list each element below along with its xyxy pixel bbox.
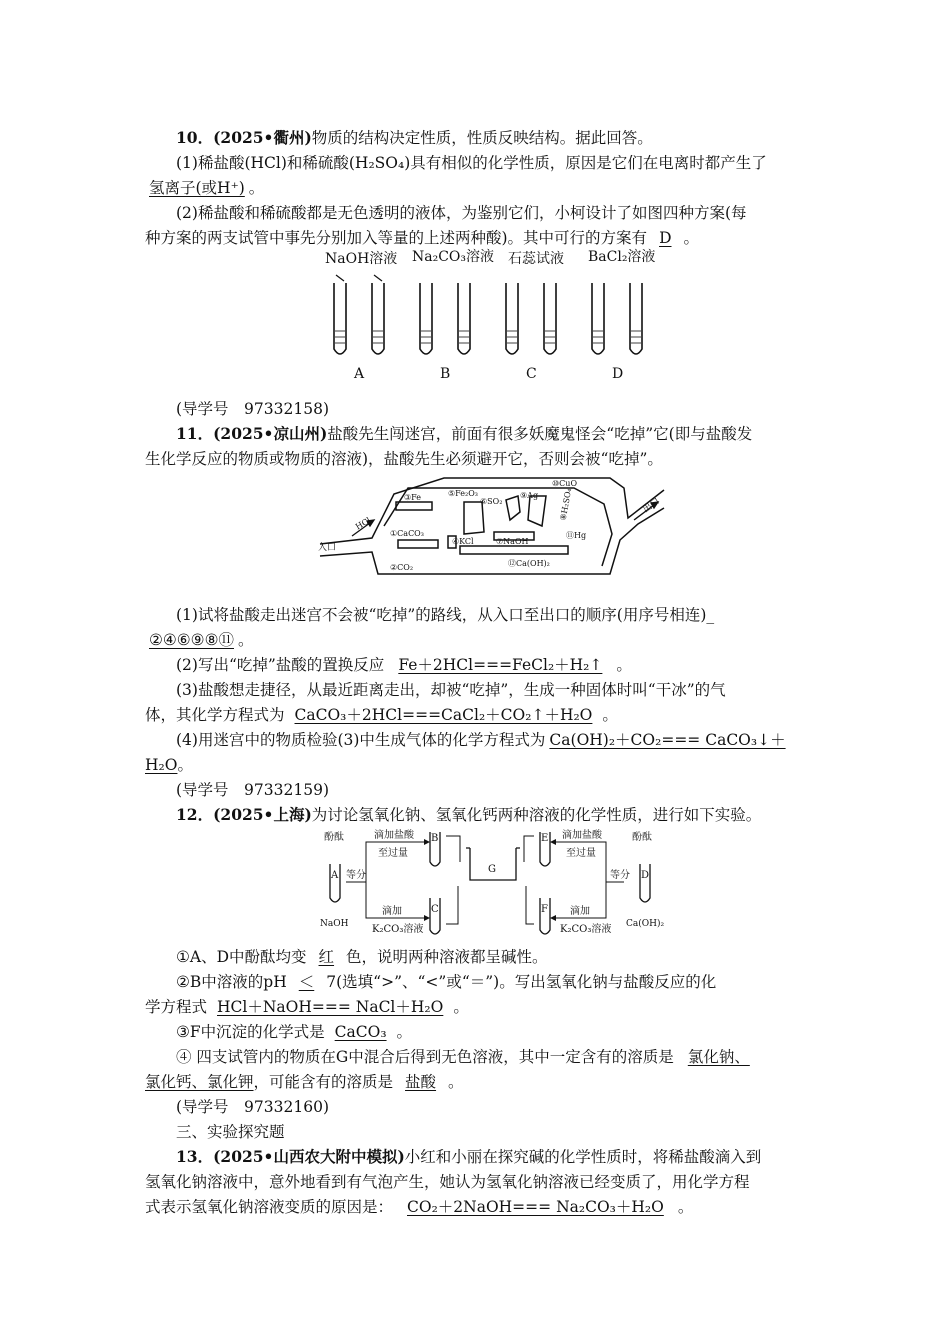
maze-item-2: ②CO₂ (390, 563, 414, 572)
phenolphthalein-right: 酚酞 (632, 832, 652, 843)
q12-part4 (176, 1046, 750, 1068)
q11-part4 (176, 729, 790, 751)
q13-source: (2025•山西农大附中模拟) (213, 1147, 405, 1166)
label-c: C (526, 366, 537, 382)
punct: 。 (177, 756, 193, 774)
punct: 。 (683, 229, 700, 247)
q12-guide-number: (导学号 97332160) (176, 1098, 329, 1116)
maze-item-1: ①CaCO₃ (390, 529, 424, 538)
q12-part2 (176, 971, 716, 993)
q10-answer-1: 氢离子(或H⁺) (149, 179, 245, 197)
maze-item-9: ⑨Ag (520, 491, 539, 500)
maze-hcl-label: HCl (354, 515, 373, 532)
q11-part4-text: (4)用迷宫中的物质检验(3)中生成气体的化学方程式为 (176, 731, 546, 749)
q11-part2-text: (2)写出“吃掉”盐酸的置换反应 (176, 656, 385, 674)
reagent-bacl2: BaCl₂溶液 (588, 249, 656, 265)
q11-part2 (176, 654, 632, 676)
q12-answer-1: 红 (318, 948, 335, 966)
q13-line3-text: 式表示氢氧化钠溶液变质的原因是： (145, 1198, 394, 1216)
q12-experiment-figure (310, 826, 680, 944)
excess-left: 至过量 (378, 848, 408, 859)
q11-answer-3: CaCO₃＋2HCl===CaCl₂＋CO₂↑＋H₂O (294, 706, 593, 724)
q10-test-tube-figure (320, 245, 665, 385)
maze-item-4: ④KCl (452, 537, 474, 546)
q13-stem: 小红和小丽在探究碱的化学性质时，将稀盐酸滴入到 (404, 1148, 762, 1166)
q12-part1 (176, 946, 548, 968)
maze-item-3: ③Fe (404, 493, 422, 502)
q12-part2-equation-text: 学方程式 (145, 998, 208, 1016)
q12-part2-tail: 7(选填“>”、“<”或“＝”)。写出氢氧化钠与盐酸反应的化 (326, 973, 717, 991)
q10-answer-2: D (659, 229, 672, 247)
q10-source: (2025•衢州) (213, 128, 312, 147)
tube-label-c: C (431, 904, 439, 915)
label-a: A (354, 366, 365, 382)
q12-part4-mid: ，可能含有的溶质是 (253, 1073, 394, 1091)
q11-part3-text: 体，其化学方程式为 (145, 706, 285, 724)
beaker-label-g: G (488, 864, 496, 875)
q12-part1-text: ①A、D中酚酞均变 (176, 948, 307, 966)
q11-answer-1: ②④⑥⑨⑧⑪ (149, 631, 234, 649)
q10-part2-text: 种方案的两支试管中事先分别加入等量的上述两种酸)。其中可行的方案有 (145, 229, 648, 247)
tube-label-b: B (431, 833, 439, 844)
q13-answer: CO₂＋2NaOH=== Na₂CO₃＋H₂O (407, 1198, 664, 1216)
q11-part3-line1: (3)盐酸想走捷径，从最近距离走出，却被“吃掉”，生成一种固体时叫“干冰”的气 (176, 681, 726, 699)
maze-item-10: ⑩CuO (552, 479, 578, 488)
q13-heading (176, 1146, 761, 1168)
q10-number: 10． (176, 128, 214, 147)
section-heading: 三、实验探究题 (176, 1123, 285, 1141)
punct: 。 (677, 1198, 694, 1216)
q12-part1-tail: 色，说明两种溶液都呈碱性。 (346, 948, 548, 966)
add-k2co3-right: 滴加 (570, 906, 590, 917)
reagent-naoh: NaOH溶液 (325, 251, 398, 267)
q12-answer-4: 氯化钠、 (687, 1048, 750, 1066)
q10-part1: (1)稀盐酸(HCl)和稀硫酸(H₂SO₄)具有相似的化学性质，原因是它们在电离时都产生了 (176, 154, 767, 172)
q12-stem: 为讨论氢氧化钠、氢氧化钙两种溶液的化学性质，进行如下实验。 (311, 806, 762, 824)
tube-label-e: E (541, 833, 549, 844)
punct: 。 (448, 1073, 464, 1091)
naoh-label: NaOH (320, 919, 349, 929)
tube-label-f: F (541, 904, 548, 915)
tube-label-d: D (641, 870, 650, 881)
q12-answer-4-cont: 氯化钙、氯化钾 (145, 1073, 254, 1091)
maze-item-6: ⑥SO₂ (480, 497, 503, 506)
caoh2-label: Ca(OH)₂ (626, 919, 665, 929)
q11-answer-4-cont: H₂O (145, 756, 178, 774)
q12-number: 12． (176, 805, 214, 824)
q13-line3 (145, 1196, 693, 1218)
q11-part1-answer-line (145, 629, 254, 651)
q13-line2: 氢氧化钠溶液中，意外地看到有气泡产生，她认为氢氧化钠溶液已经变质了，用化学方程 (145, 1173, 750, 1191)
liquid-lines (335, 331, 641, 343)
q10-part1-answer-line (145, 177, 264, 199)
reagent-na2co3: Na₂CO₃溶液 (412, 249, 495, 265)
q12-part4-line2 (145, 1071, 464, 1093)
q12-answer-2: ＜ (298, 973, 315, 991)
q11-part4-line2 (145, 754, 193, 776)
q11-answer-2: Fe＋2HCl===FeCl₂＋H₂↑ (398, 656, 603, 674)
q12-heading (176, 804, 761, 826)
q11-maze-figure (312, 474, 672, 578)
k2co3-right: K₂CO₃溶液 (560, 924, 612, 935)
maze-exit-label: 出口 (641, 496, 662, 516)
label-d: D (612, 366, 624, 382)
reagent-litmus: 石蕊试液 (508, 251, 564, 267)
q12-answer-4b: 盐酸 (405, 1073, 437, 1091)
add-hcl-left: 滴加盐酸 (374, 830, 414, 841)
maze-item-8: ⑧H₂SO₄ (558, 487, 574, 522)
punct: 。 (602, 706, 618, 724)
q12-answer-3: CaCO₃ (334, 1023, 387, 1041)
maze-item-7: ⑦NaOH (496, 537, 529, 546)
q10-part2-line1: (2)稀盐酸和稀硫酸都是无色透明的液体，为鉴别它们，小柯设计了如图四种方案(每 (176, 204, 747, 222)
q11-answer-4: Ca(OH)₂＋CO₂=== CaCO₃↓＋ (549, 731, 786, 749)
q12-part3-text: ③F中沉淀的化学式是 (176, 1023, 325, 1041)
k2co3-left: K₂CO₃溶液 (372, 924, 424, 935)
q11-guide-number: (导学号 97332159) (176, 781, 329, 799)
q12-part2-text: ②B中溶液的pH (176, 973, 287, 991)
maze-item-5: ⑤Fe₂O₃ (448, 489, 478, 498)
q11-stem-line2: 生化学反应的物质或物质的溶液)，盐酸先生必须避开它，否则会被“吃掉”。 (145, 450, 663, 468)
q11-source: (2025•凉山州) (213, 424, 328, 443)
maze-entry-label: 入口 (318, 543, 337, 553)
q11-heading (176, 423, 752, 445)
q10-heading (176, 127, 653, 149)
q12-source: (2025•上海) (213, 805, 312, 824)
punct: 。 (616, 656, 632, 674)
maze-walls (320, 478, 664, 574)
label-b: B (440, 366, 451, 382)
q10-stem: 物质的结构决定性质，性质反映结构。据此回答。 (311, 129, 653, 147)
tube-pair-a (334, 275, 384, 354)
q12-part3 (176, 1021, 412, 1043)
punct: 。 (237, 631, 254, 649)
tube-label-a: A (331, 870, 339, 881)
add-hcl-right: 滴加盐酸 (562, 830, 602, 841)
q10-guide-number: (导学号 97332158) (176, 400, 329, 418)
q11-number: 11． (176, 424, 214, 443)
q12-answer-2b: HCl＋NaOH=== NaCl＋H₂O (217, 998, 444, 1016)
q12-part2-line2 (145, 996, 469, 1018)
punct: 。 (453, 998, 469, 1016)
q13-number: 13． (176, 1147, 214, 1166)
punct: 。 (248, 179, 265, 197)
split-right: 等分 (610, 870, 630, 881)
maze-item-11: ⑪Hg (566, 531, 587, 540)
punct: 。 (396, 1023, 413, 1041)
add-k2co3-left: 滴加 (382, 906, 402, 917)
excess-right: 至过量 (566, 848, 596, 859)
q11-stem: 盐酸先生闯迷宫，前面有很多妖魔鬼怪会“吃掉”它(即与盐酸发 (327, 425, 753, 443)
maze-item-12: ⑫Ca(OH)₂ (508, 559, 550, 568)
q11-part1: (1)试将盐酸走出迷宫不会被“吃掉”的路线，从入口至出口的顺序(用序号相连)_ (176, 606, 715, 624)
q12-part4-text: ④ 四支试管内的物质在G中混合后得到无色溶液，其中一定含有的溶质是 (176, 1048, 674, 1066)
q11-part3-line2 (145, 704, 618, 726)
split-left: 等分 (346, 870, 366, 881)
phenolphthalein-left: 酚酞 (324, 832, 344, 843)
